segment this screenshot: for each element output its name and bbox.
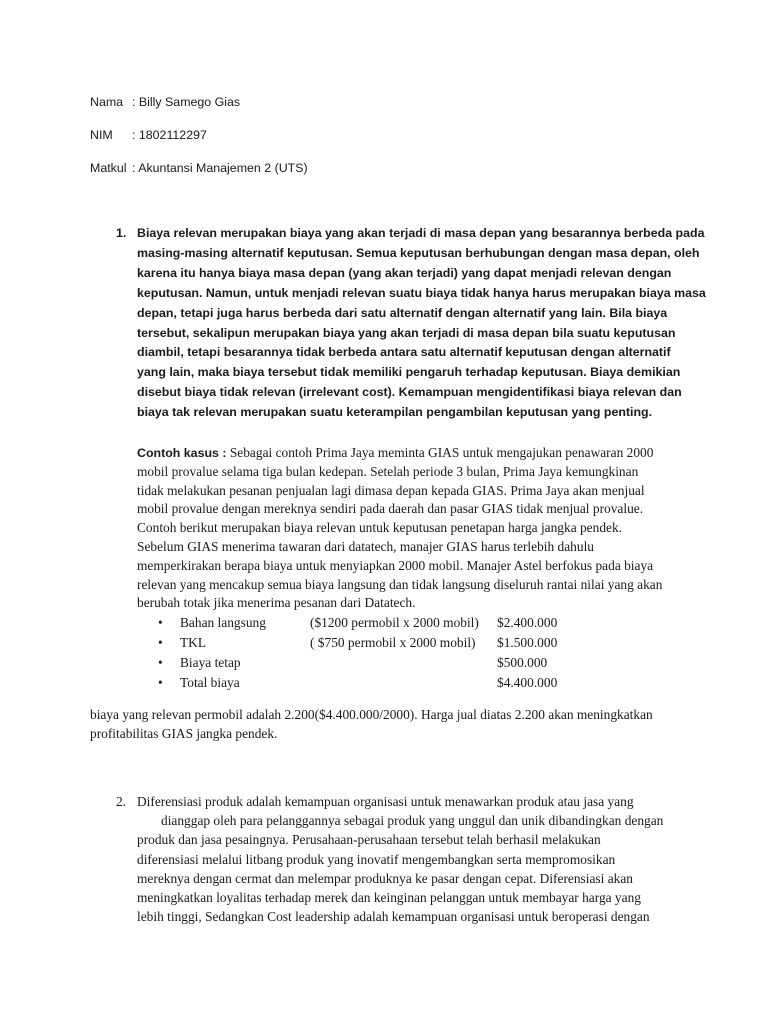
paragraph-line: Diferensiasi produk adalah kemampuan organisasi untuk menawarkan produk atau jasa yang	[137, 794, 634, 809]
paragraph-line: relevan yang mencakup semua biaya langsung dan tidak langsung diseluruh rantai nilai yang akan	[137, 576, 663, 592]
course-value: : Akuntansi Manajemen 2 (UTS)	[132, 161, 308, 175]
paragraph-line: diambil, tetapi besarannya tidak berbeda antara satu alternatif keputusan dengan alternatif	[137, 345, 671, 360]
paragraph-line: keputusan. Namun, untuk menjadi relevan suatu biaya tidak hanya harus merupakan biaya masa	[137, 285, 706, 300]
paragraph-line: meningkatkan loyalitas terhadap merek dan keinginan pelanggan untuk membayar harga yang	[137, 890, 641, 906]
paragraph-line: karena itu hanya biaya masa depan (yang akan terjadi) yang dapat menjadi relevan dengan	[137, 265, 672, 280]
case-study-paragraph	[137, 444, 727, 613]
cost-item-amount: $500.000	[497, 655, 548, 670]
paragraph-line: biaya tak relevan merupakan suatu keterampilan pengambilan keputusan yang penting.	[137, 405, 653, 420]
answer-1-number: 1.	[116, 226, 127, 240]
answer-2-paragraph	[137, 792, 727, 926]
bullet-icon: •	[158, 675, 163, 690]
paragraph-line: tersebut, sekalipun merupakan biaya yang akan terjadi di masa depan bila suatu keputusan	[137, 325, 676, 340]
case-study-label: Contoh kasus :	[137, 446, 227, 460]
paragraph-line: berubah totak jika menerima pesanan dari Datatech.	[137, 595, 416, 611]
nim-label: NIM	[90, 128, 113, 142]
paragraph-line: biaya yang relevan permobil adalah 2.200($4.400.000/2000). Harga jual diatas 2.200 akan meningkatkan	[90, 707, 653, 722]
paragraph-line: dianggap oleh para pelanggannya sebagai produk yang unggul dan unik dibandingkan dengan	[161, 813, 664, 829]
paragraph-line: disebut biaya tidak relevan (irrelevant cost). Kemampuan mengidentifikasi biaya relevan dan	[137, 385, 682, 400]
cost-item-calculation: ( $750 permobil x 2000 mobil)	[310, 635, 476, 650]
paragraph-line: produk dan jasa pesaingnya. Perusahaan-perusahaan tersebut telah berhasil melakukan	[137, 832, 601, 848]
cost-item-amount: $1.500.000	[497, 635, 558, 650]
cost-item-name: Biaya tetap	[180, 655, 241, 670]
conclusion-paragraph	[90, 706, 730, 744]
paragraph-line: masing-masing alternatif keputusan. Semua keputusan berhubungan dengan masa depan, oleh	[137, 245, 700, 260]
answer-2-number: 2.	[116, 794, 127, 809]
paragraph-line: lebih tinggi, Sedangkan Cost leadership adalah kemampuan organisasi untuk beroperasi dengan	[137, 909, 650, 925]
paragraph-line: tidak melakukan pesanan penjualan lagi dimasa depan kepada GIAS. Prima Jaya akan menjual	[137, 482, 645, 498]
case-study-intro: Sebagai contoh Prima Jaya meminta GIAS untuk mengajukan penawaran 2000	[226, 445, 654, 460]
nim-value: : 1802112297	[132, 128, 207, 142]
paragraph-line: mobil provalue selama tiga bulan kedepan. Setelah periode 3 bulan, Prima Jaya kemungkinan	[137, 463, 639, 479]
paragraph-line: Sebelum GIAS menerima tawaran dari datatech, manajer GIAS harus terlebih dahulu	[137, 538, 594, 554]
cost-item-calculation: ($1200 permobil x 2000 mobil)	[310, 615, 479, 630]
course-label: Matkul	[90, 161, 127, 175]
case-study-first-line	[137, 444, 727, 463]
paragraph-line: diferensiasi melalui litbang produk yang inovatif mengembangkan serta mempromosikan	[137, 851, 616, 867]
bullet-icon: •	[158, 615, 163, 630]
paragraph-line: yang lain, maka biaya tersebut tidak memiliki pengaruh terhadap keputusan. Biaya demikian	[137, 365, 681, 380]
cost-item-amount: $4.400.000	[497, 675, 558, 690]
bullet-icon: •	[158, 655, 163, 670]
paragraph-line: mobil provalue dengan mereknya sendiri pada daerah dan pasar GIAS tidak menjual provalue.	[137, 501, 644, 517]
paragraph-line: Biaya relevan merupakan biaya yang akan terjadi di masa depan yang besarannya berbeda pada	[137, 226, 705, 240]
paragraph-line: memperkirakan berapa biaya untuk menyiapkan 2000 mobil. Manajer Astel berfokus pada biaya	[137, 557, 654, 573]
cost-item-amount: $2.400.000	[497, 615, 558, 630]
cost-item-name: Bahan langsung	[180, 615, 266, 630]
paragraph-line: Contoh berikut merupakan biaya relevan untuk keputusan penetapan harga jangka pendek.	[137, 520, 622, 536]
cost-item-name: Total biaya	[180, 675, 240, 690]
cost-item-name: TKL	[180, 635, 207, 650]
bullet-icon: •	[158, 635, 163, 650]
name-label: Nama	[90, 95, 124, 109]
answer-1-paragraph	[137, 224, 727, 423]
name-value: : Billy Samego Gias	[132, 95, 241, 109]
paragraph-line: mereknya dengan cermat dan melempar produknya ke pasar dengan cepat. Diferensiasi akan	[137, 870, 633, 886]
paragraph-line: depan, tetapi juga harus berbeda dari satu alternatif dengan alternatif yang lain. Bila biaya	[137, 305, 668, 320]
paragraph-line: profitabilitas GIAS jangka pendek.	[90, 725, 278, 741]
